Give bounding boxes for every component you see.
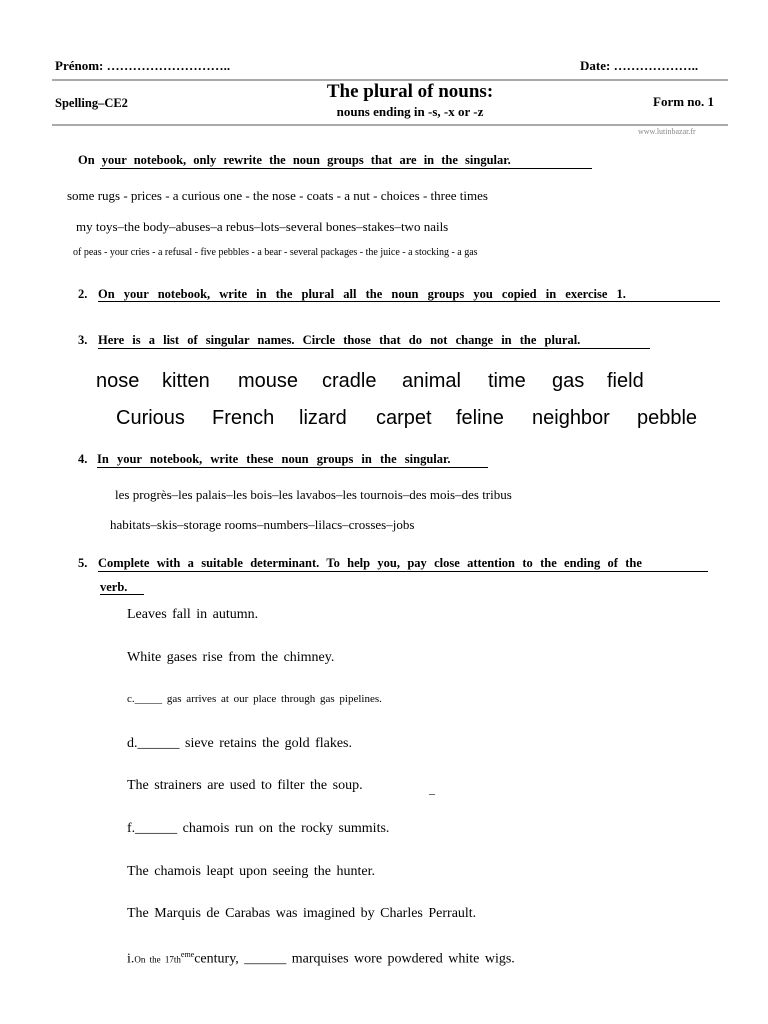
first-name-label: Prénom: ……………………….. xyxy=(55,58,231,73)
word-pebble[interactable]: pebble xyxy=(637,407,698,429)
exercise2-instruction: On your notebook, write in the plural all the noun groups you copied in exercise 1. xyxy=(98,287,626,301)
word-field[interactable]: field xyxy=(607,370,644,392)
exercise3-number: 3. xyxy=(78,333,88,347)
exercise5-item-e-mark: _ xyxy=(429,782,435,796)
exercise1-line-3: of peas - your cries - a refusal - five pebbles - a bear - several packages - the juice - a stocking - a gas xyxy=(73,247,478,258)
word-curious[interactable]: Curious xyxy=(116,407,185,429)
header-rule-bottom xyxy=(52,124,728,126)
exercise4-underline xyxy=(97,467,488,468)
exercise5-item-h: The Marquis de Carabas was imagined by Charles Perrault. xyxy=(127,906,477,921)
exercise1-underline xyxy=(100,168,592,169)
exercise2-number: 2. xyxy=(78,287,88,301)
exercise4-line-1: les progrès–les palais–les bois–les lavabos–les tournois–des mois–des tribus xyxy=(115,487,512,502)
exercise5-underline-1 xyxy=(98,571,708,572)
website-credit: www.lutinbazar.fr xyxy=(638,127,696,136)
page-subtitle: nouns ending in -s, -x or -z xyxy=(336,104,484,119)
word-feline[interactable]: feline xyxy=(456,407,504,429)
subject-label: Spelling–CE2 xyxy=(55,96,128,110)
word-lizard[interactable]: lizard xyxy=(299,407,347,429)
exercise3-word-row-1 xyxy=(0,370,768,400)
exercise5-item-i-rest: century, ______ marquises wore powdered white wigs. xyxy=(194,951,515,967)
exercise5-number: 5. xyxy=(78,556,88,570)
exercise5-instruction-line-2: verb. xyxy=(100,580,128,594)
exercise4-number: 4. xyxy=(78,452,88,466)
word-nose[interactable]: nose xyxy=(96,370,140,392)
word-animal[interactable]: animal xyxy=(402,370,461,392)
exercise5-item-i-prefix: i. xyxy=(127,951,135,967)
word-kitten[interactable]: kitten xyxy=(162,370,210,392)
word-time[interactable]: time xyxy=(488,370,526,392)
exercise5-item-d: d.______ sieve retains the gold flakes. xyxy=(127,736,353,751)
exercise1-line-2: my toys–the body–abuses–a rebus–lots–several bones–stakes–two nails xyxy=(76,219,449,234)
page-title: The plural of nouns: xyxy=(326,81,494,102)
exercise3-underline xyxy=(98,348,650,349)
word-mouse[interactable]: mouse xyxy=(238,370,299,392)
exercise5-item-c: c._____ gas arrives at our place through gas pipelines. xyxy=(127,693,382,705)
exercise5-item-i xyxy=(127,950,515,968)
exercise2-underline xyxy=(98,301,720,302)
exercise5-item-f: f.______ chamois run on the rocky summits. xyxy=(127,821,390,836)
exercise5-item-i-small: On the 17th xyxy=(134,954,181,965)
exercise5-item-i-sup: eme xyxy=(180,950,195,959)
exercise5-item-g: The chamois leapt upon seeing the hunter. xyxy=(127,864,375,879)
form-number: Form no. 1 xyxy=(653,94,715,109)
word-cradle[interactable]: cradle xyxy=(322,370,377,392)
exercise5-item-e: The strainers are used to filter the soup. xyxy=(127,778,363,793)
exercise3-word-row-2 xyxy=(0,407,768,437)
exercise5-item-a: Leaves fall in autumn. xyxy=(127,607,259,622)
exercise1-line-1: some rugs - prices - a curious one - the nose - coats - a nut - choices - three times xyxy=(67,188,488,203)
word-french[interactable]: French xyxy=(212,407,275,429)
exercise4-line-2: habitats–skis–storage rooms–numbers–lilacs–crosses–jobs xyxy=(110,517,415,532)
word-gas[interactable]: gas xyxy=(552,370,585,392)
word-carpet[interactable]: carpet xyxy=(376,407,432,429)
exercise5-underline-2 xyxy=(100,594,144,595)
exercise1-instruction: On your notebook, only rewrite the noun groups that are in the singular. xyxy=(78,153,511,167)
exercise3-instruction: Here is a list of singular names. Circle those that do not change in the plural. xyxy=(98,333,581,347)
date-label: Date: ……………….. xyxy=(580,58,699,73)
word-neighbor[interactable]: neighbor xyxy=(532,407,610,429)
exercise4-instruction: In your notebook, write these noun groups in the singular. xyxy=(97,452,451,466)
exercise5-item-b: White gases rise from the chimney. xyxy=(127,650,335,665)
exercise5-instruction-line-1: Complete with a suitable determinant. To help you, pay close attention to the ending of the xyxy=(98,556,642,570)
